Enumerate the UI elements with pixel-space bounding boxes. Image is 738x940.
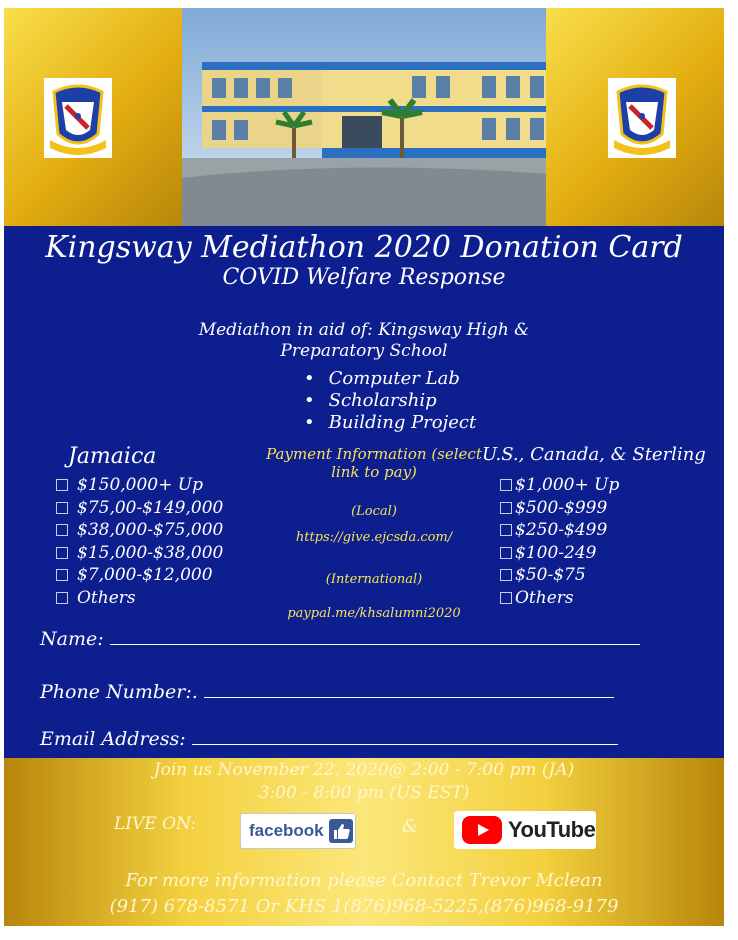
- checkbox[interactable]: [500, 524, 512, 536]
- facebook-label: facebook: [249, 821, 324, 840]
- checkbox[interactable]: [56, 524, 68, 536]
- thumbs-up-icon: [328, 818, 354, 844]
- us-option[interactable]: Others: [500, 587, 619, 610]
- jamaica-option[interactable]: $15,000-$38,000: [56, 542, 223, 565]
- international-label: (International): [325, 572, 423, 587]
- email-field-row: [40, 728, 618, 750]
- phone-label: Phone Number:.: [40, 681, 198, 703]
- kingsway-crest-icon: [608, 78, 676, 158]
- checkbox[interactable]: [500, 547, 512, 559]
- checkbox[interactable]: [56, 502, 68, 514]
- jamaica-heading: Jamaica: [68, 444, 157, 469]
- card-subtitle: COVID Welfare Response: [222, 265, 506, 290]
- jamaica-option[interactable]: Others: [56, 587, 223, 610]
- phone-input-line[interactable]: [204, 683, 614, 698]
- youtube-label: YouTube: [508, 817, 596, 842]
- jamaica-option[interactable]: $7,000-$12,000: [56, 564, 223, 587]
- checkbox[interactable]: [56, 547, 68, 559]
- checkbox[interactable]: [500, 569, 512, 581]
- event-time-line1: Join us November 22, 2020@ 2:00 - 7:00 pm (JA): [153, 760, 575, 780]
- youtube-play-icon: [462, 816, 502, 844]
- us-option[interactable]: $1,000+ Up: [500, 474, 619, 497]
- checkbox[interactable]: [500, 502, 512, 514]
- checkbox[interactable]: [500, 479, 512, 491]
- email-input-line[interactable]: [192, 730, 618, 745]
- phone-field-row: [40, 681, 614, 703]
- jamaica-option[interactable]: $38,000-$75,000: [56, 519, 223, 542]
- facebook-badge[interactable]: [240, 813, 356, 849]
- checkbox[interactable]: [56, 592, 68, 604]
- name-label: Name:: [40, 628, 104, 650]
- jamaica-option[interactable]: $75,00-$149,000: [56, 497, 223, 520]
- aid-text: Mediathon in aid of: Kingsway High & Preparatory School: [198, 320, 530, 361]
- local-payment-link[interactable]: https://give.ejcsda.com/: [295, 530, 453, 545]
- us-option[interactable]: $50-$75: [500, 564, 619, 587]
- contact-line1: For more information please Contact Trevor Mclean: [125, 870, 603, 891]
- school-building-photo: [182, 8, 576, 226]
- card-title: Kingsway Mediathon 2020 Donation Card: [45, 230, 683, 265]
- checkbox[interactable]: [56, 479, 68, 491]
- contact-line2: (917) 678-8571 Or KHS 1(876)968-5225,(876)968-9179: [109, 896, 619, 917]
- name-input-line[interactable]: [110, 630, 640, 645]
- bullet-item: • Scholarship: [304, 390, 476, 412]
- donation-card: [4, 8, 724, 926]
- local-label: (Local): [351, 504, 397, 519]
- email-label: Email Address:: [40, 728, 186, 750]
- jamaica-option[interactable]: $150,000+ Up: [56, 474, 223, 497]
- purpose-bullet-list: [304, 368, 476, 434]
- jamaica-options: [56, 474, 223, 609]
- kingsway-crest-icon: [44, 78, 112, 158]
- us-option[interactable]: $250-$499: [500, 519, 619, 542]
- us-canada-sterling-heading: U.S., Canada, & Sterling: [482, 444, 706, 465]
- banner-right-gold-panel: [546, 8, 724, 226]
- ampersand-text: &: [402, 816, 419, 837]
- us-options: [500, 474, 619, 609]
- youtube-badge[interactable]: [454, 811, 596, 849]
- bullet-item: • Computer Lab: [304, 368, 476, 390]
- us-option[interactable]: $100-249: [500, 542, 619, 565]
- event-time-line2: 3:00 - 8:00 pm (US EST): [258, 783, 470, 803]
- us-option[interactable]: $500-$999: [500, 497, 619, 520]
- live-on-label: LIVE ON:: [114, 814, 197, 834]
- international-payment-link[interactable]: paypal.me/khsalumni2020: [287, 606, 461, 621]
- payment-info-heading: Payment Information (select link to pay): [266, 445, 482, 481]
- bullet-item: • Building Project: [304, 412, 476, 434]
- checkbox[interactable]: [56, 569, 68, 581]
- banner-left-gold-panel: [4, 8, 182, 226]
- name-field-row: [40, 628, 640, 650]
- checkbox[interactable]: [500, 592, 512, 604]
